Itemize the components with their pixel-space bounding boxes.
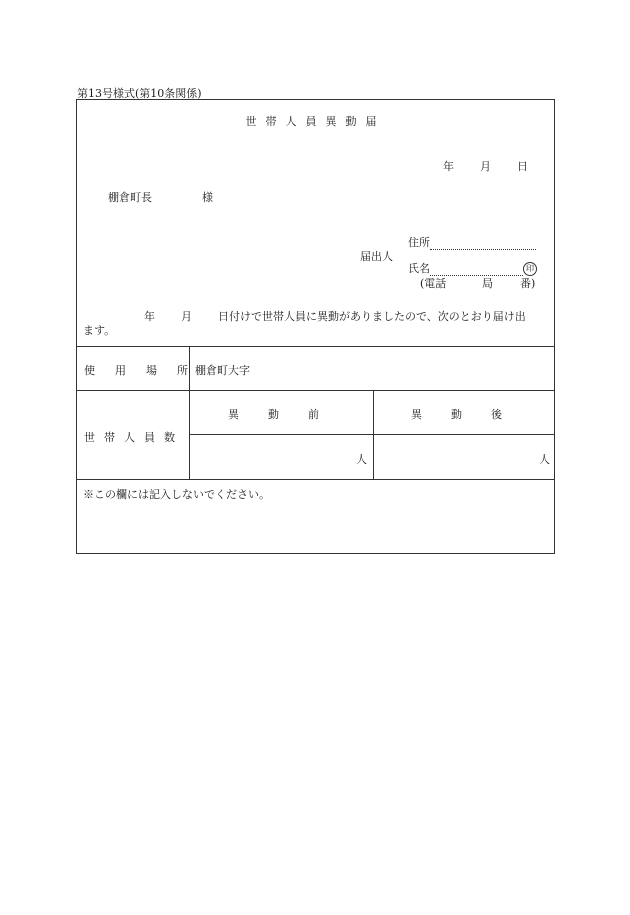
form-title: 世帯人員異動届 [245, 115, 386, 128]
addressee-honorific: 様 [202, 191, 213, 204]
statement-year: 年 [144, 310, 155, 323]
after-change-header: 異動後 [411, 408, 531, 421]
office-use-note: ※この欄には記入しないでください。 [83, 488, 270, 501]
form-number-caption: 第13号様式(第10条関係) [77, 87, 202, 100]
date-month-label: 月 [480, 160, 491, 173]
applicant-name-row [408, 260, 537, 276]
phone-exchange: 局 [482, 277, 493, 290]
before-change-header: 異動前 [228, 408, 348, 421]
phone-number: 番) [520, 277, 536, 290]
phone-open: (電話 [420, 277, 447, 290]
address-field[interactable] [430, 237, 536, 250]
before-count-unit: 人 [356, 453, 367, 466]
name-label: 氏名 [408, 262, 430, 275]
household-count-label: 世帯人員数 [84, 431, 184, 444]
seal-mark: 印 [523, 262, 537, 276]
statement-month: 月 [181, 310, 192, 323]
applicant-label: 届出人 [360, 250, 393, 263]
divider-count-header [189, 434, 554, 435]
statement-line1: 日付けで世帯人員に異動がありましたので、次のとおり届け出 [218, 310, 526, 323]
divider-count-bottom [77, 479, 554, 480]
after-count-unit: 人 [539, 453, 550, 466]
usage-place-value: 棚倉町大字 [195, 364, 250, 377]
divider-usage [77, 390, 554, 391]
address-label: 住所 [408, 236, 430, 249]
divider-top [77, 346, 554, 347]
date-year-label: 年 [443, 160, 454, 173]
addressee-name: 棚倉町長 [108, 191, 152, 204]
statement-line2: ます。 [83, 324, 116, 337]
divider-before-after [373, 390, 374, 479]
household-change-form [76, 99, 555, 554]
applicant-address-row [408, 234, 536, 250]
usage-place-label: 使用場所 [84, 364, 208, 377]
date-day-label: 日 [517, 160, 528, 173]
